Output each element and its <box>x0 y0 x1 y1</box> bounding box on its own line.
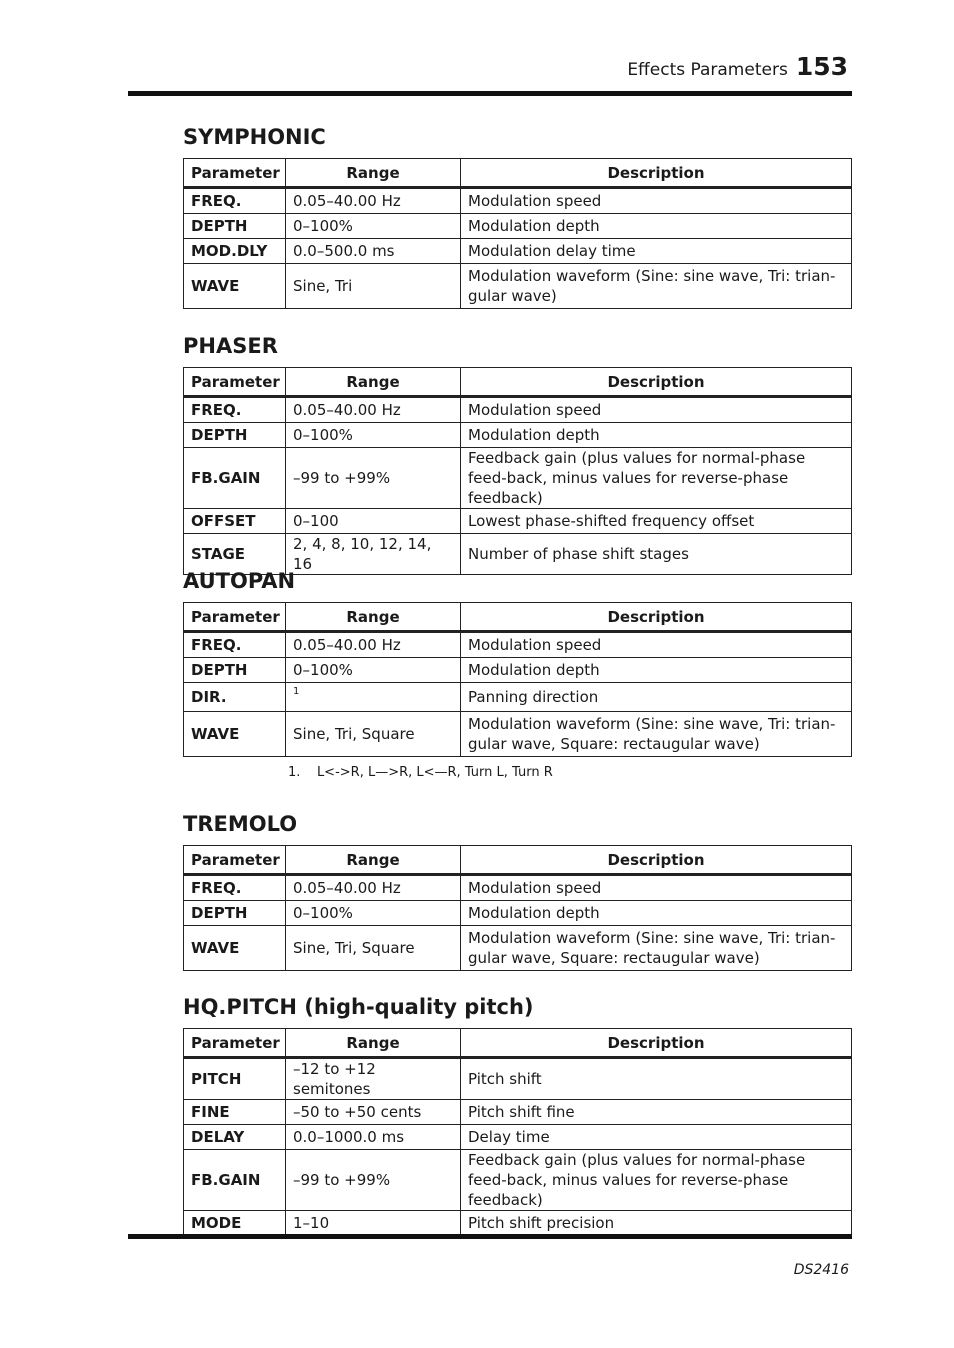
section-title: TREMOLO <box>183 812 298 836</box>
param-name: MOD.DLY <box>184 239 286 264</box>
param-description: Delay time <box>461 1125 852 1150</box>
param-range: 2, 4, 8, 10, 12, 14, 16 <box>286 534 461 575</box>
param-description: Modulation depth <box>461 901 852 926</box>
param-description: Modulation waveform (Sine: sine wave, Tri: trian-gular wave, Square: rectaugular wave) <box>461 926 852 971</box>
param-name: DEPTH <box>184 658 286 683</box>
param-description: Modulation depth <box>461 658 852 683</box>
footnote-number: 1. <box>288 765 301 780</box>
column-header-description: Description <box>461 603 852 632</box>
table-row <box>184 239 852 264</box>
param-description: Modulation waveform (Sine: sine wave, Tri: trian-gular wave) <box>461 264 852 309</box>
parameter-table <box>183 845 852 971</box>
page-number: 153 <box>795 52 848 81</box>
column-header-description: Description <box>461 1029 852 1058</box>
parameter-table <box>183 367 852 575</box>
table-row <box>184 188 852 214</box>
parameter-table <box>183 158 852 309</box>
param-name: FINE <box>184 1100 286 1125</box>
param-name: DEPTH <box>184 901 286 926</box>
column-header-range: Range <box>286 846 461 875</box>
param-range: 1–10 <box>286 1211 461 1236</box>
param-range: Sine, Tri, Square <box>286 926 461 971</box>
table-row <box>184 683 852 712</box>
param-description: Pitch shift <box>461 1058 852 1100</box>
param-name: FREQ. <box>184 875 286 901</box>
footer-rule <box>128 1234 852 1239</box>
column-header-range: Range <box>286 603 461 632</box>
table-row <box>184 448 852 509</box>
table-header-row <box>184 368 852 397</box>
table-row <box>184 901 852 926</box>
param-range: 0.05–40.00 Hz <box>286 875 461 901</box>
section-title: HQ.PITCH (high-quality pitch) <box>183 995 534 1019</box>
param-range: 0.05–40.00 Hz <box>286 632 461 658</box>
footnote-marker: 1 <box>293 686 300 697</box>
table-row <box>184 632 852 658</box>
param-description: Modulation depth <box>461 423 852 448</box>
table-row <box>184 1100 852 1125</box>
param-description: Modulation speed <box>461 632 852 658</box>
param-name: DIR. <box>184 683 286 712</box>
column-header-parameter: Parameter <box>184 1029 286 1058</box>
param-description: Modulation depth <box>461 214 852 239</box>
param-name: DELAY <box>184 1125 286 1150</box>
column-header-parameter: Parameter <box>184 368 286 397</box>
document-id: DS2416 <box>793 1262 849 1278</box>
table-row <box>184 1211 852 1236</box>
column-header-range: Range <box>286 159 461 188</box>
column-header-description: Description <box>461 368 852 397</box>
table-row <box>184 712 852 757</box>
column-header-parameter: Parameter <box>184 159 286 188</box>
param-name: DEPTH <box>184 423 286 448</box>
table-row <box>184 509 852 534</box>
table-header-row <box>184 603 852 632</box>
section-phaser <box>183 333 851 575</box>
param-range: Sine, Tri, Square <box>286 712 461 757</box>
param-range: 0–100% <box>286 901 461 926</box>
column-header-description: Description <box>461 159 852 188</box>
param-description: Modulation waveform (Sine: sine wave, Tri: trian-gular wave, Square: rectaugular wave) <box>461 712 852 757</box>
table-row <box>184 214 852 239</box>
parameter-table <box>183 1028 852 1236</box>
table-header-row <box>184 159 852 188</box>
param-name: DEPTH <box>184 214 286 239</box>
param-description: Modulation speed <box>461 397 852 423</box>
column-header-range: Range <box>286 368 461 397</box>
parameter-table <box>183 602 852 757</box>
table-header-row <box>184 1029 852 1058</box>
section-autopan <box>183 568 851 780</box>
footnote <box>288 765 851 780</box>
section-title: PHASER <box>183 334 278 358</box>
param-range: 0.0–1000.0 ms <box>286 1125 461 1150</box>
param-range: 0–100% <box>286 214 461 239</box>
param-description: Feedback gain (plus values for normal-phase feed-back, minus values for reverse-phase feedback) <box>461 448 852 509</box>
param-name: FB.GAIN <box>184 1150 286 1211</box>
param-range: Sine, Tri <box>286 264 461 309</box>
param-name: OFFSET <box>184 509 286 534</box>
table-row <box>184 926 852 971</box>
column-header-parameter: Parameter <box>184 846 286 875</box>
param-name: MODE <box>184 1211 286 1236</box>
param-description: Modulation speed <box>461 188 852 214</box>
table-row <box>184 397 852 423</box>
param-range: 0–100 <box>286 509 461 534</box>
page-header <box>627 52 848 81</box>
header-rule <box>128 91 852 96</box>
table-row <box>184 264 852 309</box>
param-range: 0.05–40.00 Hz <box>286 397 461 423</box>
param-range <box>286 683 461 712</box>
section-title: AUTOPAN <box>183 569 296 593</box>
param-description: Modulation speed <box>461 875 852 901</box>
param-description: Lowest phase-shifted frequency offset <box>461 509 852 534</box>
section-symphonic <box>183 124 851 309</box>
column-header-parameter: Parameter <box>184 603 286 632</box>
param-description: Pitch shift precision <box>461 1211 852 1236</box>
table-row <box>184 658 852 683</box>
param-description: Modulation delay time <box>461 239 852 264</box>
section-hq-pitch <box>183 994 851 1236</box>
param-description: Feedback gain (plus values for normal-phase feed-back, minus values for reverse-phase feedback) <box>461 1150 852 1211</box>
param-range: 0.0–500.0 ms <box>286 239 461 264</box>
table-row <box>184 1125 852 1150</box>
table-row <box>184 423 852 448</box>
param-range: –99 to +99% <box>286 1150 461 1211</box>
param-name: WAVE <box>184 264 286 309</box>
param-name: FREQ. <box>184 632 286 658</box>
param-name: WAVE <box>184 926 286 971</box>
section-tremolo <box>183 811 851 971</box>
param-description: Panning direction <box>461 683 852 712</box>
param-range: –50 to +50 cents <box>286 1100 461 1125</box>
param-name: FB.GAIN <box>184 448 286 509</box>
param-name: FREQ. <box>184 397 286 423</box>
param-range: 0–100% <box>286 658 461 683</box>
param-name: WAVE <box>184 712 286 757</box>
section-title: SYMPHONIC <box>183 125 326 149</box>
header-title: Effects Parameters <box>627 60 788 80</box>
param-name: FREQ. <box>184 188 286 214</box>
table-row <box>184 1150 852 1211</box>
param-range: 0–100% <box>286 423 461 448</box>
footnote-text: L<->R, L—>R, L<—R, Turn L, Turn R <box>316 765 553 780</box>
table-header-row <box>184 846 852 875</box>
param-name: STAGE <box>184 534 286 575</box>
param-description: Number of phase shift stages <box>461 534 852 575</box>
param-range: –99 to +99% <box>286 448 461 509</box>
column-header-range: Range <box>286 1029 461 1058</box>
param-description: Pitch shift fine <box>461 1100 852 1125</box>
table-row <box>184 1058 852 1100</box>
table-row <box>184 875 852 901</box>
param-name: PITCH <box>184 1058 286 1100</box>
param-range: –12 to +12 semitones <box>286 1058 461 1100</box>
column-header-description: Description <box>461 846 852 875</box>
param-range: 0.05–40.00 Hz <box>286 188 461 214</box>
